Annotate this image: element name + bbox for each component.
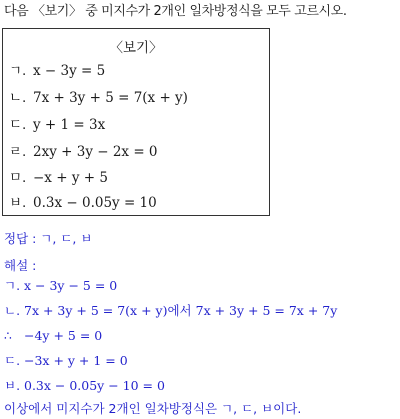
example-item <box>9 60 105 82</box>
explanation-label: ㄴ. <box>4 303 21 318</box>
explanation-conclusion: 이상에서 미지수가 2개인 일차방정식은 ㄱ, ㄷ, ㅂ이다. <box>4 401 302 416</box>
explanation-equation: −3x + y + 1 = 0 <box>24 353 128 368</box>
explanation-label: ㄷ. <box>4 353 21 368</box>
explanation-equation: −4y + 5 = 0 <box>24 328 103 343</box>
answer-text: 정답 : ㄱ, ㄷ, ㅂ <box>4 231 93 246</box>
item-equation: y + 1 = 3x <box>33 117 106 133</box>
example-box-title: 〈보기〉 <box>109 40 163 56</box>
explanation-line <box>4 351 128 371</box>
example-item <box>9 87 188 109</box>
item-label: ㄱ. <box>9 63 27 79</box>
explanation-line <box>4 326 102 346</box>
explanation-line <box>4 376 165 396</box>
item-label: ㄹ. <box>9 144 27 160</box>
item-equation: 2xy + 3y − 2x = 0 <box>33 144 158 160</box>
item-label: ㄷ. <box>9 117 27 133</box>
example-item <box>9 141 158 163</box>
item-label: ㅁ. <box>9 170 27 186</box>
example-item <box>9 167 108 189</box>
example-item <box>9 192 157 214</box>
example-item <box>9 114 105 136</box>
item-equation: −x + y + 5 <box>33 170 108 186</box>
question-text: 다음 〈보기〉 중 미지수가 2개인 일차방정식을 모두 고르시오. <box>4 4 347 19</box>
explanation-title: 해설 : <box>4 258 37 273</box>
item-equation: 7x + 3y + 5 = 7(x + y) <box>33 90 188 106</box>
example-box <box>2 28 270 216</box>
explanation-equation: x − 3y − 5 = 0 <box>24 278 118 293</box>
explanation-label: ㄱ. <box>4 278 21 293</box>
explanation-line <box>4 301 337 321</box>
therefore-symbol: ∴ <box>4 328 12 343</box>
explanation-line <box>4 276 117 296</box>
explanation-suffix: 에서 <box>167 303 192 318</box>
item-label: ㅂ. <box>9 195 27 211</box>
item-label: ㄴ. <box>9 90 27 106</box>
explanation-equation: 7x + 3y + 5 = 7x + 7y <box>195 303 338 318</box>
explanation-label: ㅂ. <box>4 378 21 393</box>
item-equation: 0.3x − 0.05y = 10 <box>33 195 157 211</box>
item-equation: x − 3y = 5 <box>33 63 106 79</box>
explanation-equation: 7x + 3y + 5 = 7(x + y) <box>24 303 168 318</box>
explanation-equation: 0.3x − 0.05y − 10 = 0 <box>24 378 165 393</box>
